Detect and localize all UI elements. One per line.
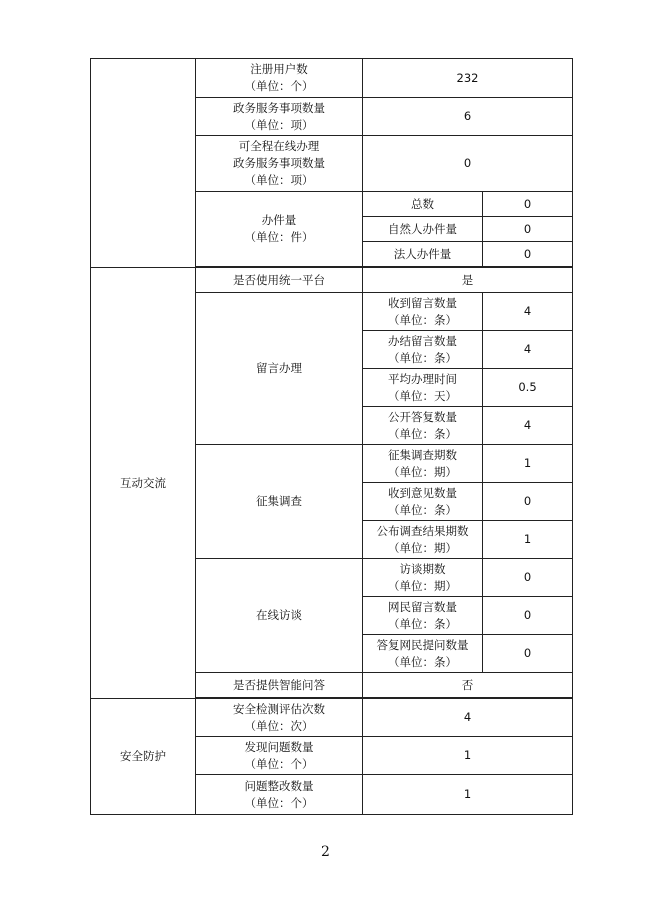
row-label: 政务服务事项数量 （单位：项） (196, 98, 363, 136)
group-interview: 在线访谈 (196, 559, 363, 673)
sub-value: 0 (483, 242, 573, 267)
row-value: 6 (363, 98, 573, 136)
sub-value: 0 (483, 192, 573, 217)
handling-label: 办件量 （单位：件） (196, 192, 363, 267)
sub-label: 收到留言数量 （单位：条） (363, 293, 483, 331)
group-messages: 留言办理 (196, 293, 363, 445)
sub-label: 办结留言数量 （单位：条） (363, 331, 483, 369)
sub-value: 4 (483, 331, 573, 369)
row-value: 是 (363, 268, 573, 293)
sub-value: 0 (483, 597, 573, 635)
sub-value: 1 (483, 445, 573, 483)
table-row (91, 59, 573, 98)
sub-value: 4 (483, 407, 573, 445)
sub-label: 公布调查结果期数 （单位：期） (363, 521, 483, 559)
row-label: 安全检测评估次数 （单位：次） (196, 699, 363, 737)
sub-label: 征集调查期数 （单位：期） (363, 445, 483, 483)
sub-label: 自然人办件量 (363, 217, 483, 242)
sub-value: 0 (483, 217, 573, 242)
row-value: 232 (363, 59, 573, 98)
table-row (91, 699, 573, 737)
sub-value: 0.5 (483, 369, 573, 407)
sub-value: 0 (483, 559, 573, 597)
row-label: 是否使用统一平台 (196, 268, 363, 293)
sub-label: 网民留言数量 （单位：条） (363, 597, 483, 635)
row-label: 注册用户数 （单位：个） (196, 59, 363, 98)
table-row (91, 268, 573, 293)
row-value: 1 (363, 775, 573, 815)
category-interaction: 互动交流 (91, 268, 196, 699)
page-number: 2 (321, 844, 330, 860)
sub-value: 4 (483, 293, 573, 331)
row-value: 否 (363, 673, 573, 698)
sub-label: 总数 (363, 192, 483, 217)
sub-label: 法人办件量 (363, 242, 483, 267)
statistics-table (90, 58, 573, 815)
sub-value: 0 (483, 635, 573, 673)
group-survey: 征集调查 (196, 445, 363, 559)
row-value: 0 (363, 136, 573, 192)
sub-value: 0 (483, 483, 573, 521)
row-label: 发现问题数量 （单位：个） (196, 737, 363, 775)
row-label: 可全程在线办理 政务服务事项数量 （单位：项） (196, 136, 363, 192)
category-cell-blank (91, 59, 196, 268)
row-value: 4 (363, 699, 573, 737)
sub-label: 访谈期数 （单位：期） (363, 559, 483, 597)
sub-label: 平均办理时间 （单位：天） (363, 369, 483, 407)
sub-label: 收到意见数量 （单位：条） (363, 483, 483, 521)
sub-label: 答复网民提问数量 （单位：条） (363, 635, 483, 673)
sub-value: 1 (483, 521, 573, 559)
row-label: 问题整改数量 （单位：个） (196, 775, 363, 815)
row-value: 1 (363, 737, 573, 775)
row-label: 是否提供智能问答 (196, 673, 363, 698)
sub-label: 公开答复数量 （单位：条） (363, 407, 483, 445)
category-security: 安全防护 (91, 699, 196, 815)
